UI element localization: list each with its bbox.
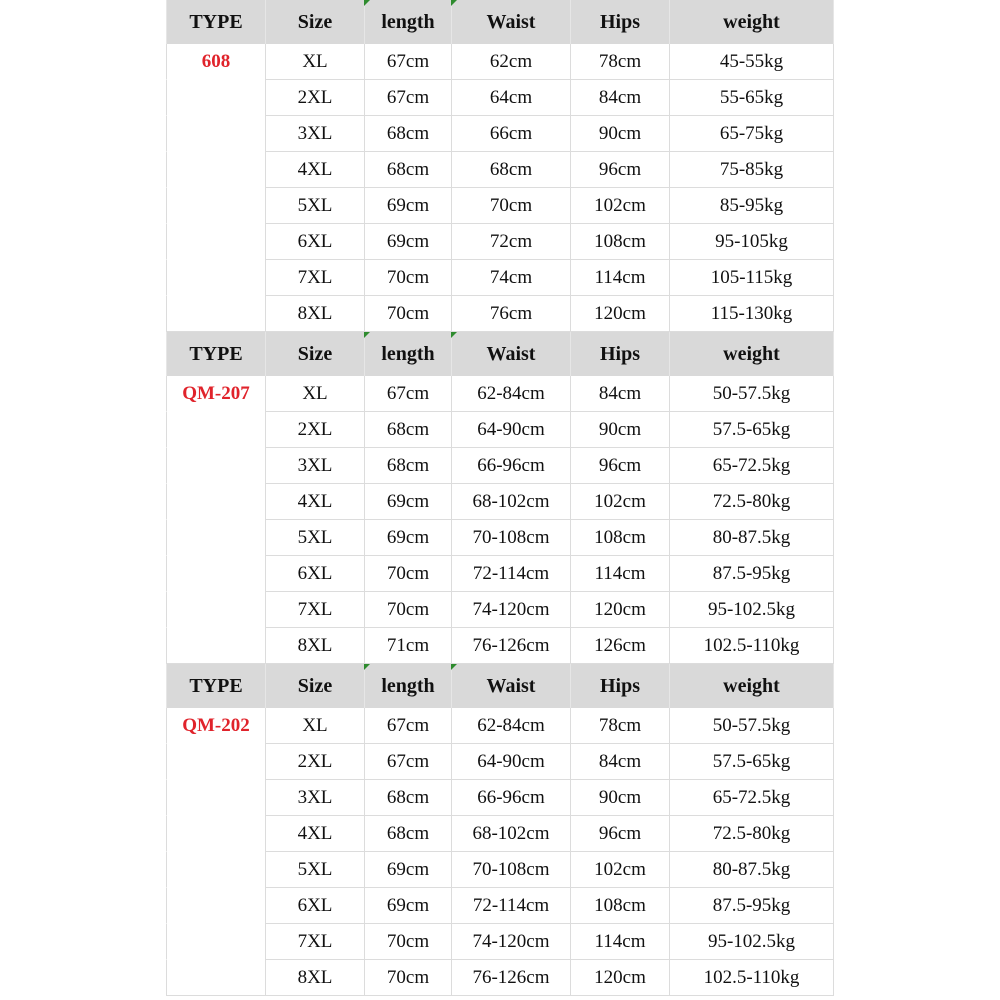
waist-cell: 76-126cm (451, 960, 570, 996)
length-cell: 67cm (364, 708, 451, 744)
waist-cell: 64-90cm (451, 744, 570, 780)
waist-cell: 68-102cm (451, 816, 570, 852)
type-cell (166, 924, 265, 960)
waist-cell: 64cm (451, 80, 570, 116)
type-cell (166, 852, 265, 888)
header-length: length (364, 332, 451, 376)
header-weight: weight (669, 332, 834, 376)
size-cell: 2XL (265, 744, 364, 780)
waist-cell: 72-114cm (451, 556, 570, 592)
length-cell: 67cm (364, 44, 451, 80)
waist-cell: 74cm (451, 260, 570, 296)
table-row (166, 44, 834, 80)
waist-cell: 70-108cm (451, 520, 570, 556)
header-length: length (364, 664, 451, 708)
hips-cell: 90cm (570, 412, 669, 448)
size-cell: 7XL (265, 924, 364, 960)
table-row (166, 592, 834, 628)
weight-cell: 57.5-65kg (669, 744, 834, 780)
table-row (166, 484, 834, 520)
table-row (166, 80, 834, 116)
weight-cell: 65-72.5kg (669, 780, 834, 816)
waist-cell: 68cm (451, 152, 570, 188)
length-cell: 70cm (364, 260, 451, 296)
length-cell: 69cm (364, 484, 451, 520)
hips-cell: 84cm (570, 80, 669, 116)
size-cell: 8XL (265, 628, 364, 664)
header-length: length (364, 0, 451, 44)
table-row (166, 924, 834, 960)
type-cell (166, 520, 265, 556)
waist-cell: 74-120cm (451, 924, 570, 960)
table-row (166, 224, 834, 260)
type-cell (166, 152, 265, 188)
type-id: 608 (166, 44, 265, 80)
weight-cell: 95-102.5kg (669, 592, 834, 628)
weight-cell: 105-115kg (669, 260, 834, 296)
size-cell: 7XL (265, 260, 364, 296)
size-cell: 8XL (265, 296, 364, 332)
length-cell: 70cm (364, 556, 451, 592)
length-cell: 69cm (364, 852, 451, 888)
length-cell: 68cm (364, 412, 451, 448)
header-waist: Waist (451, 332, 570, 376)
type-cell (166, 448, 265, 484)
header-type: TYPE (166, 332, 265, 376)
waist-cell: 72cm (451, 224, 570, 260)
weight-cell: 57.5-65kg (669, 412, 834, 448)
hips-cell: 90cm (570, 116, 669, 152)
waist-cell: 66cm (451, 116, 570, 152)
table-row (166, 960, 834, 996)
hips-cell: 114cm (570, 556, 669, 592)
cell-comment-marker (451, 664, 457, 670)
cell-comment-marker (451, 0, 457, 6)
length-cell: 69cm (364, 888, 451, 924)
length-cell: 68cm (364, 816, 451, 852)
length-cell: 70cm (364, 960, 451, 996)
weight-cell: 95-105kg (669, 224, 834, 260)
table-row (166, 152, 834, 188)
waist-cell: 74-120cm (451, 592, 570, 628)
table-row (166, 412, 834, 448)
weight-cell: 65-75kg (669, 116, 834, 152)
table-row (166, 556, 834, 592)
waist-cell: 64-90cm (451, 412, 570, 448)
type-cell (166, 816, 265, 852)
hips-cell: 114cm (570, 924, 669, 960)
size-cell: 8XL (265, 960, 364, 996)
weight-cell: 65-72.5kg (669, 448, 834, 484)
length-cell: 68cm (364, 152, 451, 188)
length-cell: 68cm (364, 780, 451, 816)
weight-cell: 72.5-80kg (669, 484, 834, 520)
waist-cell: 76cm (451, 296, 570, 332)
table-row (166, 708, 834, 744)
waist-cell: 62cm (451, 44, 570, 80)
length-cell: 67cm (364, 744, 451, 780)
waist-cell: 72-114cm (451, 888, 570, 924)
length-cell: 70cm (364, 296, 451, 332)
table-row (166, 116, 834, 152)
size-cell: 6XL (265, 224, 364, 260)
hips-cell: 114cm (570, 260, 669, 296)
header-type: TYPE (166, 0, 265, 44)
size-chart (166, 0, 834, 996)
table-row (166, 520, 834, 556)
header-type: TYPE (166, 664, 265, 708)
size-cell: 4XL (265, 152, 364, 188)
size-cell: 5XL (265, 852, 364, 888)
waist-cell: 62-84cm (451, 708, 570, 744)
size-cell: 7XL (265, 592, 364, 628)
type-cell (166, 412, 265, 448)
table-row (166, 744, 834, 780)
header-size: Size (265, 0, 364, 44)
hips-cell: 96cm (570, 448, 669, 484)
type-cell (166, 188, 265, 224)
table-row (166, 260, 834, 296)
hips-cell: 102cm (570, 188, 669, 224)
header-hips: Hips (570, 664, 669, 708)
size-cell: 4XL (265, 816, 364, 852)
length-cell: 70cm (364, 592, 451, 628)
weight-cell: 55-65kg (669, 80, 834, 116)
cell-comment-marker (364, 664, 370, 670)
weight-cell: 45-55kg (669, 44, 834, 80)
type-cell (166, 224, 265, 260)
type-cell (166, 592, 265, 628)
length-cell: 67cm (364, 376, 451, 412)
weight-cell: 50-57.5kg (669, 708, 834, 744)
hips-cell: 126cm (570, 628, 669, 664)
weight-cell: 102.5-110kg (669, 960, 834, 996)
weight-cell: 85-95kg (669, 188, 834, 224)
length-cell: 69cm (364, 188, 451, 224)
waist-cell: 68-102cm (451, 484, 570, 520)
hips-cell: 78cm (570, 44, 669, 80)
waist-cell: 70-108cm (451, 852, 570, 888)
type-cell (166, 888, 265, 924)
cell-comment-marker (364, 332, 370, 338)
size-cell: XL (265, 708, 364, 744)
weight-cell: 102.5-110kg (669, 628, 834, 664)
size-cell: 3XL (265, 448, 364, 484)
hips-cell: 84cm (570, 744, 669, 780)
length-cell: 70cm (364, 924, 451, 960)
size-cell: 3XL (265, 116, 364, 152)
hips-cell: 90cm (570, 780, 669, 816)
length-cell: 69cm (364, 520, 451, 556)
table-row (166, 852, 834, 888)
header-size: Size (265, 332, 364, 376)
type-cell (166, 116, 265, 152)
header-weight: weight (669, 0, 834, 44)
waist-cell: 62-84cm (451, 376, 570, 412)
hips-cell: 96cm (570, 816, 669, 852)
hips-cell: 108cm (570, 888, 669, 924)
header-waist: Waist (451, 0, 570, 44)
length-cell: 68cm (364, 116, 451, 152)
length-cell: 67cm (364, 80, 451, 116)
type-cell (166, 960, 265, 996)
header-size: Size (265, 664, 364, 708)
type-cell (166, 296, 265, 332)
type-cell (166, 780, 265, 816)
size-cell: 6XL (265, 556, 364, 592)
size-cell: 5XL (265, 520, 364, 556)
table-row (166, 628, 834, 664)
hips-cell: 108cm (570, 224, 669, 260)
hips-cell: 84cm (570, 376, 669, 412)
weight-cell: 80-87.5kg (669, 520, 834, 556)
type-cell (166, 260, 265, 296)
type-cell (166, 80, 265, 116)
header-waist: Waist (451, 664, 570, 708)
type-cell (166, 556, 265, 592)
size-cell: 2XL (265, 412, 364, 448)
table-row (166, 816, 834, 852)
weight-cell: 115-130kg (669, 296, 834, 332)
weight-cell: 87.5-95kg (669, 888, 834, 924)
header-hips: Hips (570, 332, 669, 376)
table-row (166, 296, 834, 332)
hips-cell: 96cm (570, 152, 669, 188)
cell-comment-marker (364, 0, 370, 6)
table-row (166, 780, 834, 816)
table-header-row (166, 0, 834, 44)
table-row (166, 448, 834, 484)
type-id: QM-202 (166, 708, 265, 744)
type-cell (166, 628, 265, 664)
table-row (166, 376, 834, 412)
hips-cell: 120cm (570, 592, 669, 628)
waist-cell: 66-96cm (451, 448, 570, 484)
hips-cell: 102cm (570, 852, 669, 888)
waist-cell: 76-126cm (451, 628, 570, 664)
size-cell: 4XL (265, 484, 364, 520)
weight-cell: 95-102.5kg (669, 924, 834, 960)
length-cell: 71cm (364, 628, 451, 664)
weight-cell: 87.5-95kg (669, 556, 834, 592)
weight-cell: 72.5-80kg (669, 816, 834, 852)
table-header-row (166, 332, 834, 376)
table-row (166, 188, 834, 224)
table-row (166, 888, 834, 924)
table-header-row (166, 664, 834, 708)
size-table-3 (166, 664, 834, 996)
length-cell: 69cm (364, 224, 451, 260)
waist-cell: 66-96cm (451, 780, 570, 816)
weight-cell: 75-85kg (669, 152, 834, 188)
hips-cell: 120cm (570, 296, 669, 332)
type-cell (166, 744, 265, 780)
hips-cell: 102cm (570, 484, 669, 520)
type-cell (166, 484, 265, 520)
weight-cell: 80-87.5kg (669, 852, 834, 888)
hips-cell: 120cm (570, 960, 669, 996)
waist-cell: 70cm (451, 188, 570, 224)
header-weight: weight (669, 664, 834, 708)
length-cell: 68cm (364, 448, 451, 484)
size-cell: 2XL (265, 80, 364, 116)
hips-cell: 78cm (570, 708, 669, 744)
size-table-2 (166, 332, 834, 664)
size-cell: XL (265, 44, 364, 80)
size-cell: 5XL (265, 188, 364, 224)
type-id: QM-207 (166, 376, 265, 412)
size-table-1 (166, 0, 834, 332)
size-cell: XL (265, 376, 364, 412)
header-hips: Hips (570, 0, 669, 44)
weight-cell: 50-57.5kg (669, 376, 834, 412)
size-cell: 6XL (265, 888, 364, 924)
hips-cell: 108cm (570, 520, 669, 556)
cell-comment-marker (451, 332, 457, 338)
size-cell: 3XL (265, 780, 364, 816)
